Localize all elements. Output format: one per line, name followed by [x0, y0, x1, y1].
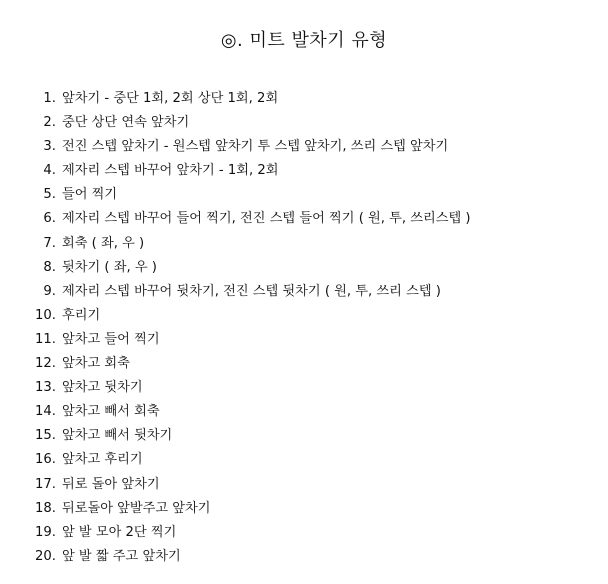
list-item [0, 328, 608, 352]
kick-type-list [0, 87, 608, 569]
item-number: 6. [43, 211, 56, 227]
item-number: 18. [35, 500, 56, 516]
item-number: 2. [43, 115, 56, 131]
item-text: 들어 찍기 [62, 187, 118, 203]
item-text: 앞차고 후리기 [62, 452, 143, 468]
list-item [0, 497, 608, 521]
item-text: 뒤로 돌아 앞차기 [62, 476, 160, 492]
list-item [0, 111, 608, 135]
item-number: 20. [35, 548, 56, 564]
item-number: 5. [43, 187, 56, 203]
item-text: 앞차고 뒷차기 [62, 380, 143, 396]
item-number: 19. [35, 524, 56, 540]
item-number: 11. [35, 331, 56, 347]
item-number: 7. [43, 235, 56, 251]
list-item [0, 424, 608, 448]
item-text: 앞 발 짧 주고 앞차기 [62, 548, 181, 564]
item-text: 전진 스텝 앞차기 - 원스텝 앞차기 투 스텝 앞차기, 쓰리 스텝 앞차기 [62, 139, 449, 155]
list-item [0, 207, 608, 231]
list-item [0, 159, 608, 183]
item-text: 앞차기 - 중단 1회, 2회 상단 1회, 2회 [62, 91, 279, 106]
item-text: 제자리 스텝 바꾸어 들어 찍기, 전진 스텝 들어 찍기 ( 원, 투, 쓰리스텝 ) [62, 211, 471, 227]
item-text: 중단 상단 연속 앞차기 [62, 115, 190, 131]
list-item [0, 87, 608, 111]
list-item [0, 400, 608, 424]
item-number: 4. [43, 163, 56, 179]
list-item [0, 545, 608, 569]
item-number: 1. [43, 91, 56, 106]
item-number: 13. [35, 380, 56, 396]
item-text: 뒷차기 ( 좌, 우 ) [62, 259, 157, 275]
item-text: 앞차고 들어 찍기 [62, 331, 160, 347]
document-title: ◎. 미트 발차기 유형 [220, 30, 388, 51]
list-item [0, 304, 608, 328]
item-text: 앞차고 회축 [62, 356, 130, 372]
list-item [0, 521, 608, 545]
item-text: 회축 ( 좌, 우 ) [62, 235, 145, 251]
item-number: 10. [35, 307, 56, 323]
item-text: 뒤로돌아 앞발주고 앞차기 [62, 500, 211, 516]
item-text: 제자리 스텝 바꾸어 뒷차기, 전진 스텝 뒷차기 ( 원, 투, 쓰리 스텝 ) [62, 283, 441, 299]
list-item [0, 183, 608, 207]
item-text: 후리기 [62, 307, 101, 323]
list-item [0, 280, 608, 304]
item-number: 9. [43, 283, 56, 299]
item-text: 앞차고 빼서 뒷차기 [62, 428, 173, 444]
list-item [0, 256, 608, 280]
item-text: 제자리 스텝 바꾸어 앞차기 - 1회, 2회 [62, 163, 279, 179]
item-number: 17. [35, 476, 56, 492]
item-number: 16. [35, 452, 56, 468]
list-item [0, 448, 608, 472]
item-text: 앞 발 모아 2단 찍기 [62, 524, 177, 540]
list-item [0, 135, 608, 159]
item-number: 12. [35, 356, 56, 372]
list-item [0, 352, 608, 376]
list-item [0, 473, 608, 497]
item-number: 15. [35, 428, 56, 444]
item-number: 8. [43, 259, 56, 275]
list-item [0, 232, 608, 256]
item-text: 앞차고 빼서 회축 [62, 404, 160, 420]
item-number: 14. [35, 404, 56, 420]
list-item [0, 376, 608, 400]
item-number: 3. [43, 139, 56, 155]
